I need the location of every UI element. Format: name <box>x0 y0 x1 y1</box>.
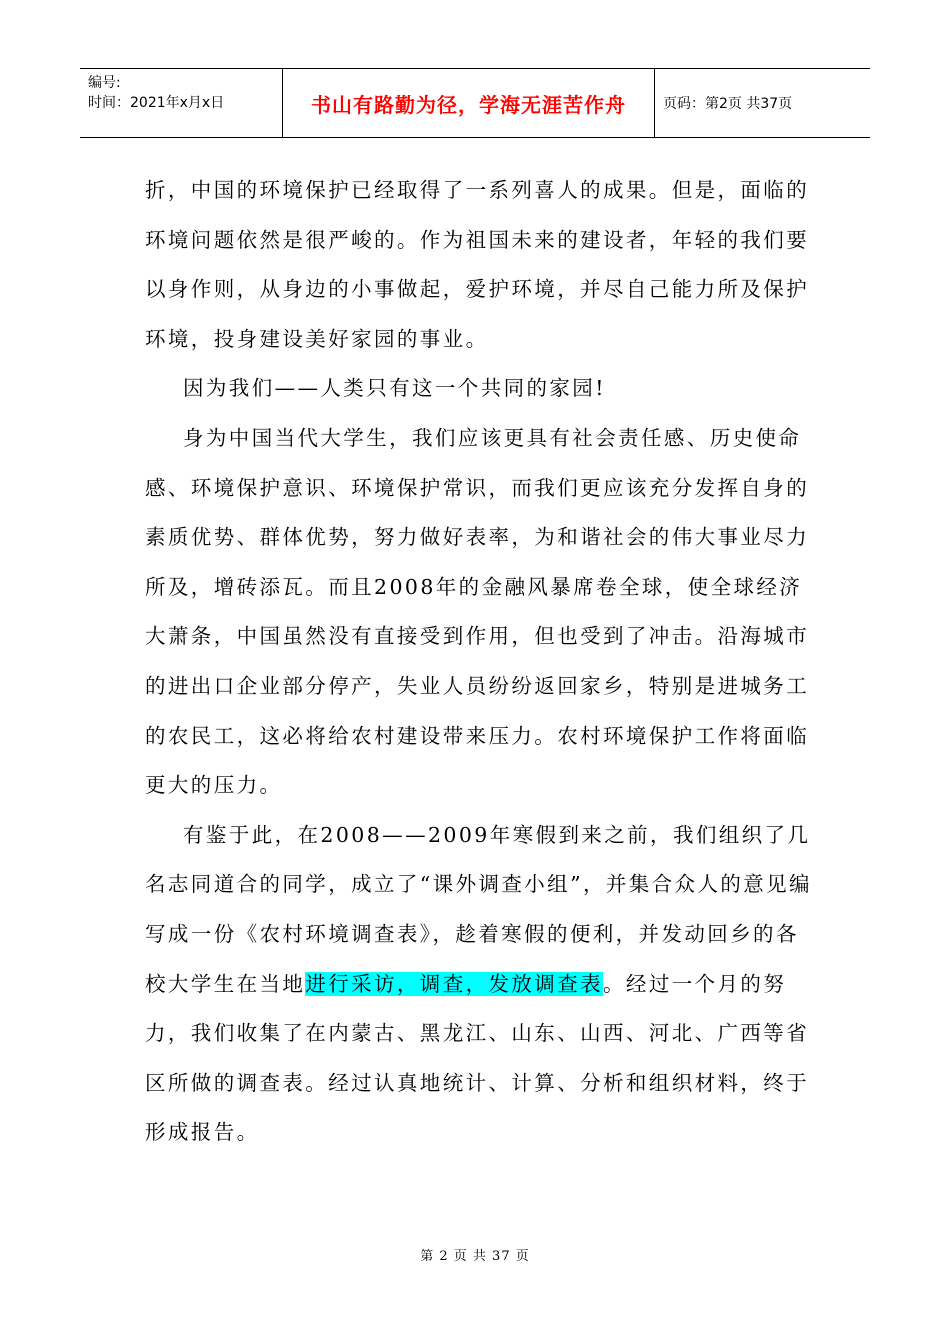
highlighted-text: 进行采访，调查，发放调查表 <box>305 971 604 996</box>
paragraph-4-text-after: 。经过一个月的努力，我们收集了在内蒙古、黑龙江、山东、山西、河北、广西等省区所做的调查表。经过认真地统计、计算、分析和组织材料，终于形成报告。 <box>145 971 810 1145</box>
document-date-label: 时间：2021年x月x日 <box>88 95 225 111</box>
paragraph-4-text-before: 有鉴于此，在2008——2009年寒假到来之前，我们组织了几名志同道合的同学，成立了“课外调查小组”，并集合众人的意见编写成一份《农村环境调查表》，趁着寒假的便利，并发动回乡的各校大学生在当地 <box>145 822 812 996</box>
paragraph-1: 折，中国的环境保护已经取得了一系列喜人的成果。但是，面临的环境问题依然是很严峻的。作为祖国未来的建设者，年轻的我们要以身作则，从身边的小事做起，爱护环境，并尽自己能力所及保护环境，投身建设美好家园的事业。 <box>145 178 810 351</box>
header-meta-cell <box>80 69 283 137</box>
document-number-label: 编号: <box>88 75 121 91</box>
paragraph-4 <box>145 811 815 1158</box>
page-header <box>80 68 870 138</box>
header-motto: 书山有路勤为径，学海无涯苦作舟 <box>283 69 655 137</box>
header-page-number: 页码：第2页 共37页 <box>663 96 793 112</box>
paragraph-2: 因为我们——人类只有这一个共同的家园! <box>183 376 606 401</box>
page-footer: 第 2 页 共 37 页 <box>420 1249 530 1264</box>
paragraph-3: 身为中国当代大学生，我们应该更具有社会责任感、历史使命感、环境保护意识、环境保护常识，而我们更应该充分发挥自身的素质优势、群体优势，努力做好表率，为和谐社会的伟大事业尽力所及，增砖添瓦。而且2008年的金融风暴席卷全球，使全球经济大萧条，中国虽然没有直接受到作用，但也受到了冲击。沿海城市的进出口企业部分停产，失业人员纷纷返回家乡，特别是进城务工的农民工，这必将给农村建设带来压力。农村环境保护工作将面临更大的压力。 <box>145 425 810 798</box>
document-body <box>145 166 815 1158</box>
